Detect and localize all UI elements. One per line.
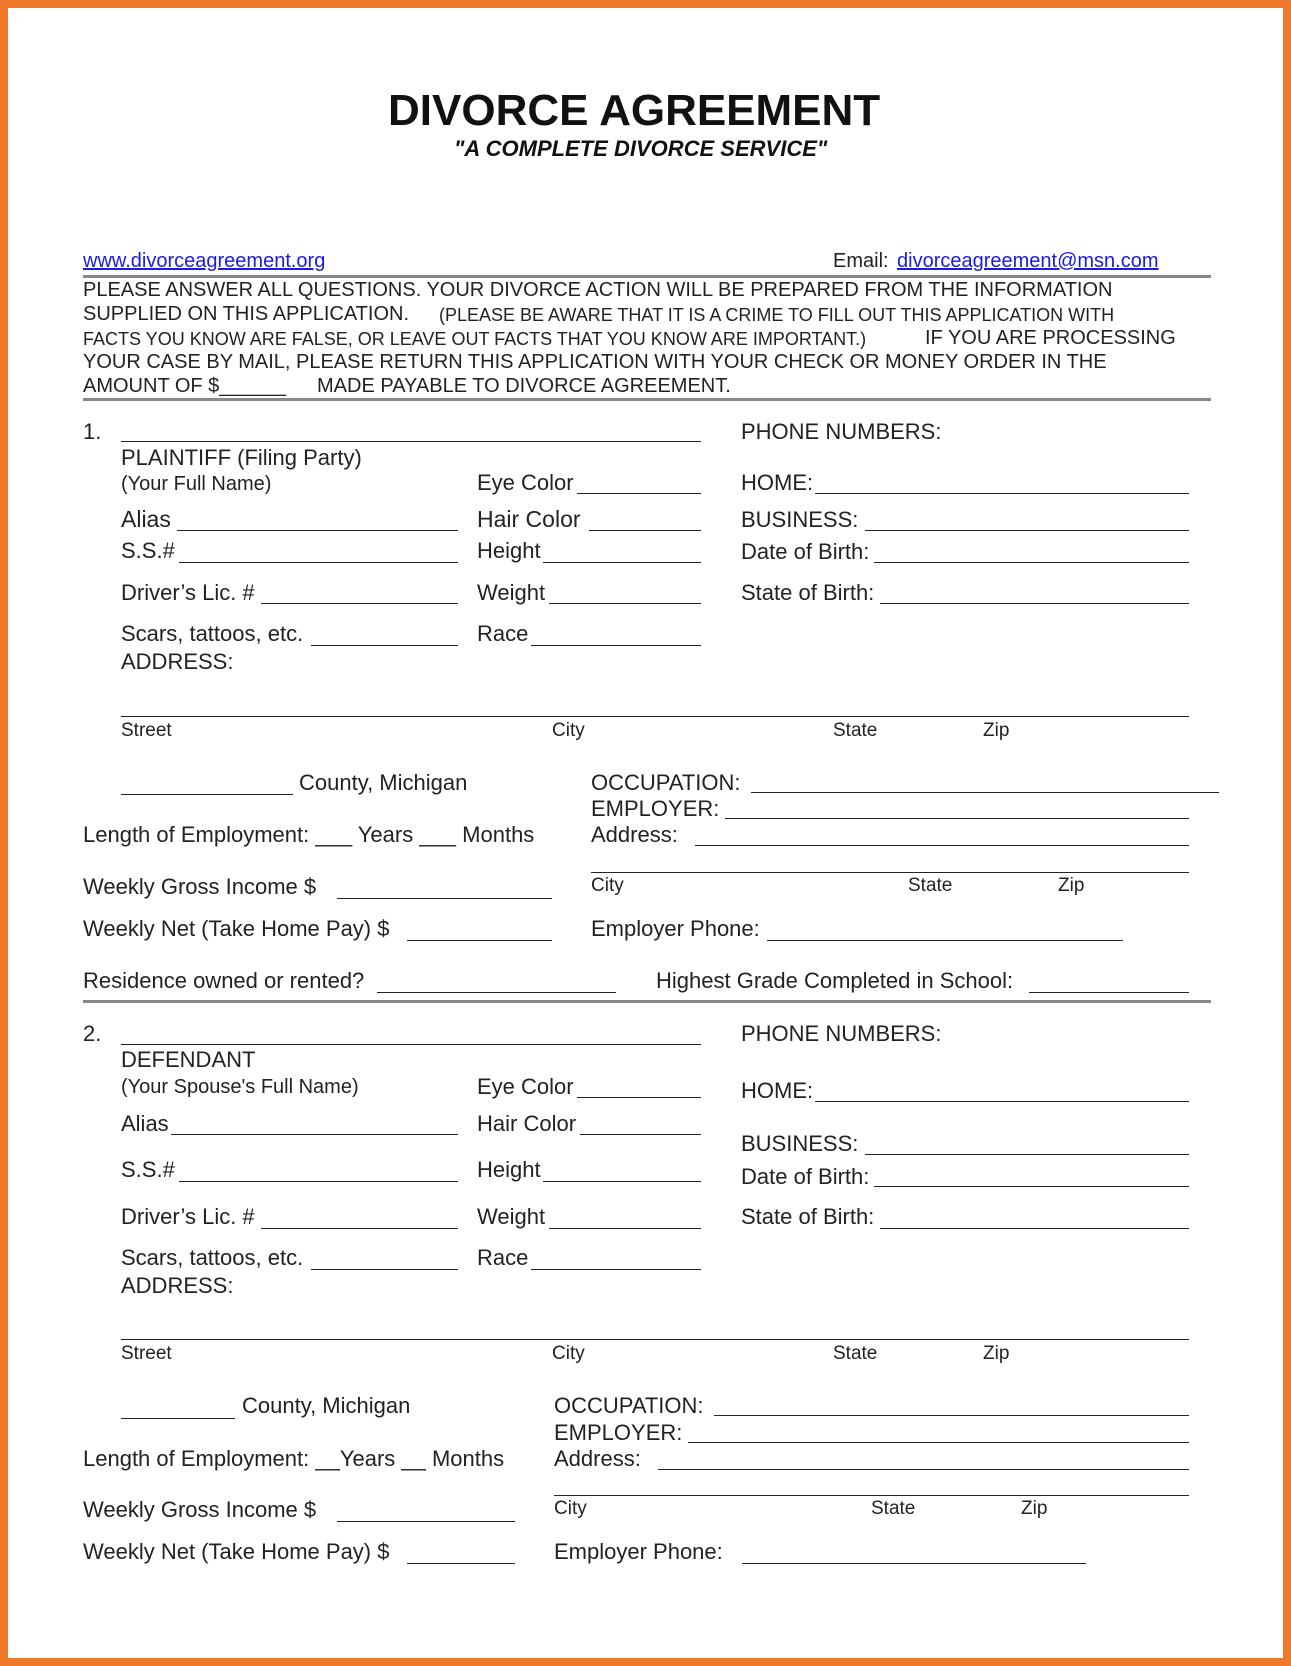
- intro-line-5b: MADE PAYABLE TO DIVORCE AGREEMENT.: [317, 375, 731, 397]
- employer-phone-field[interactable]: [767, 940, 1123, 941]
- ss-field[interactable]: [179, 1181, 458, 1182]
- height-field[interactable]: [543, 1181, 701, 1182]
- length-employment-label: Length of Employment: ___ Years ___ Months: [83, 822, 535, 847]
- hair-color-label: Hair Color: [477, 506, 581, 532]
- county-field[interactable]: [121, 794, 293, 795]
- alias-label: Alias: [121, 1111, 169, 1136]
- sob-label: State of Birth:: [741, 580, 875, 605]
- eye-color-label: Eye Color: [477, 1074, 574, 1099]
- dob-label: Date of Birth:: [741, 1164, 870, 1189]
- eye-color-label: Eye Color: [477, 470, 574, 495]
- defendant-name-field[interactable]: [121, 1044, 701, 1045]
- grade-label: Highest Grade Completed in School:: [656, 968, 1014, 993]
- weight-label: Weight: [477, 580, 546, 605]
- home-phone-field[interactable]: [815, 493, 1189, 494]
- drivers-license-field[interactable]: [261, 1228, 458, 1229]
- dob-label: Date of Birth:: [741, 539, 870, 564]
- business-phone-field[interactable]: [865, 530, 1189, 531]
- sob-field[interactable]: [880, 603, 1189, 604]
- home-phone-label: HOME:: [741, 470, 814, 495]
- employer-city-caption: City: [554, 1498, 587, 1519]
- ss-field[interactable]: [179, 562, 458, 563]
- net-income-field[interactable]: [407, 1563, 515, 1564]
- home-phone-field[interactable]: [815, 1101, 1189, 1102]
- scars-label: Scars, tattoos, etc.: [121, 1245, 304, 1270]
- document-subtitle: "A COMPLETE DIVORCE SERVICE": [454, 136, 828, 161]
- street-address-field[interactable]: [121, 1339, 1189, 1340]
- race-label: Race: [477, 621, 529, 646]
- divider: [83, 1000, 1211, 1003]
- net-income-label: Weekly Net (Take Home Pay) $: [83, 916, 390, 941]
- residence-field[interactable]: [377, 992, 616, 993]
- net-income-label: Weekly Net (Take Home Pay) $: [83, 1539, 390, 1564]
- intro-line-1: PLEASE ANSWER ALL QUESTIONS. YOUR DIVORCE ACTION WILL BE PREPARED FROM THE INFORMATION: [83, 279, 1113, 301]
- race-field[interactable]: [531, 645, 701, 646]
- business-phone-label: BUSINESS:: [741, 1131, 859, 1156]
- gross-income-label: Weekly Gross Income $: [83, 1497, 317, 1522]
- grade-field[interactable]: [1029, 992, 1189, 993]
- height-label: Height: [477, 538, 541, 563]
- alias-field[interactable]: [171, 1134, 458, 1135]
- intro-line-5a: AMOUNT OF $______: [83, 375, 287, 397]
- height-label: Height: [477, 1157, 541, 1182]
- drivers-license-label: Driver’s Lic. #: [121, 580, 255, 605]
- employer-field[interactable]: [725, 818, 1189, 819]
- name-hint: (Your Spouse's Full Name): [121, 1076, 359, 1098]
- employer-address-field[interactable]: [658, 1469, 1189, 1470]
- scars-label: Scars, tattoos, etc.: [121, 621, 304, 646]
- name-hint: (Your Full Name): [121, 473, 272, 495]
- scars-field[interactable]: [311, 1269, 458, 1270]
- residence-label: Residence owned or rented?: [83, 968, 365, 993]
- plaintiff-label: PLAINTIFF (Filing Party): [121, 445, 362, 470]
- email-link[interactable]: divorceagreement@msn.com: [897, 250, 1159, 272]
- state-caption: State: [833, 1343, 878, 1364]
- employer-phone-label: Employer Phone:: [554, 1539, 723, 1564]
- document-title: DIVORCE AGREEMENT: [388, 86, 881, 135]
- occupation-label: OCCUPATION:: [554, 1393, 704, 1418]
- plaintiff-name-field[interactable]: [121, 441, 701, 442]
- alias-label: Alias: [121, 506, 171, 532]
- gross-income-field[interactable]: [337, 898, 552, 899]
- street-caption: Street: [121, 720, 172, 741]
- employer-state-caption: State: [871, 1498, 916, 1519]
- sob-field[interactable]: [880, 1228, 1189, 1229]
- occupation-field[interactable]: [714, 1415, 1189, 1416]
- employer-zip-caption: Zip: [1021, 1498, 1048, 1519]
- employer-label: EMPLOYER:: [554, 1420, 683, 1445]
- height-field[interactable]: [543, 562, 701, 563]
- gross-income-label: Weekly Gross Income $: [83, 874, 317, 899]
- divider: [83, 275, 1211, 278]
- website-link[interactable]: www.divorceagreement.org: [83, 250, 326, 272]
- zip-caption: Zip: [983, 1343, 1010, 1364]
- home-phone-label: HOME:: [741, 1078, 814, 1103]
- hair-color-field[interactable]: [589, 530, 701, 531]
- intro-line-3a: FACTS YOU KNOW ARE FALSE, OR LEAVE OUT FACTS THAT YOU KNOW ARE IMPORTANT.): [83, 329, 867, 349]
- phone-numbers-heading: PHONE NUMBERS:: [741, 419, 942, 444]
- divider: [83, 398, 1211, 401]
- drivers-license-field[interactable]: [261, 603, 458, 604]
- address-label: ADDRESS:: [121, 649, 234, 674]
- employer-address-label: Address:: [591, 822, 678, 847]
- state-caption: State: [833, 720, 878, 741]
- employer-phone-field[interactable]: [742, 1563, 1086, 1564]
- occupation-label: OCCUPATION:: [591, 770, 741, 795]
- county-label: County, Michigan: [299, 770, 468, 795]
- race-field[interactable]: [531, 1269, 701, 1270]
- address-label: ADDRESS:: [121, 1273, 234, 1298]
- business-phone-label: BUSINESS:: [741, 507, 859, 532]
- employer-phone-label: Employer Phone:: [591, 916, 760, 941]
- ss-label: S.S.#: [121, 1157, 175, 1182]
- city-caption: City: [552, 720, 585, 741]
- net-income-field[interactable]: [407, 940, 552, 941]
- employer-city-caption: City: [591, 875, 624, 896]
- dob-field[interactable]: [874, 1186, 1189, 1187]
- intro-line-4: YOUR CASE BY MAIL, PLEASE RETURN THIS APPLICATION WITH YOUR CHECK OR MONEY ORDER IN THE: [83, 351, 1107, 373]
- street-caption: Street: [121, 1343, 172, 1364]
- weight-field[interactable]: [549, 603, 701, 604]
- occupation-field[interactable]: [751, 792, 1219, 793]
- hair-color-field[interactable]: [580, 1134, 701, 1135]
- employer-zip-caption: Zip: [1058, 875, 1085, 896]
- hair-color-label: Hair Color: [477, 1111, 577, 1136]
- alias-field[interactable]: [177, 530, 458, 531]
- employer-state-caption: State: [908, 875, 953, 896]
- email-label: Email:: [833, 250, 889, 272]
- business-phone-field[interactable]: [865, 1154, 1189, 1155]
- scars-field[interactable]: [311, 645, 458, 646]
- intro-line-2a: SUPPLIED ON THIS APPLICATION.: [83, 303, 410, 325]
- employer-address-field[interactable]: [695, 845, 1189, 846]
- county-field[interactable]: [121, 1418, 235, 1419]
- ss-label: S.S.#: [121, 538, 175, 563]
- section-number: 2.: [83, 1021, 102, 1046]
- city-caption: City: [552, 1343, 585, 1364]
- eye-color-field[interactable]: [577, 493, 701, 494]
- employer-address-field-2[interactable]: [591, 872, 1189, 873]
- section-number: 1.: [83, 419, 102, 444]
- intro-line-3b: IF YOU ARE PROCESSING: [925, 327, 1176, 349]
- gross-income-field[interactable]: [337, 1521, 515, 1522]
- intro-line-2b: (PLEASE BE AWARE THAT IT IS A CRIME TO FILL OUT THIS APPLICATION WITH: [439, 305, 1115, 325]
- race-label: Race: [477, 1245, 529, 1270]
- weight-label: Weight: [477, 1204, 546, 1229]
- employer-address-label: Address:: [554, 1446, 641, 1471]
- street-address-field[interactable]: [121, 716, 1189, 717]
- employer-address-field-2[interactable]: [554, 1495, 1189, 1496]
- dob-field[interactable]: [874, 562, 1189, 563]
- eye-color-field[interactable]: [577, 1097, 701, 1098]
- sob-label: State of Birth:: [741, 1204, 875, 1229]
- employer-field[interactable]: [688, 1442, 1189, 1443]
- drivers-license-label: Driver’s Lic. #: [121, 1204, 255, 1229]
- county-label: County, Michigan: [242, 1393, 411, 1418]
- phone-numbers-heading: PHONE NUMBERS:: [741, 1021, 942, 1046]
- zip-caption: Zip: [983, 720, 1010, 741]
- defendant-label: DEFENDANT: [121, 1047, 256, 1072]
- employer-label: EMPLOYER:: [591, 796, 720, 821]
- weight-field[interactable]: [549, 1228, 701, 1229]
- length-employment-label: Length of Employment: __Years __ Months: [83, 1446, 505, 1471]
